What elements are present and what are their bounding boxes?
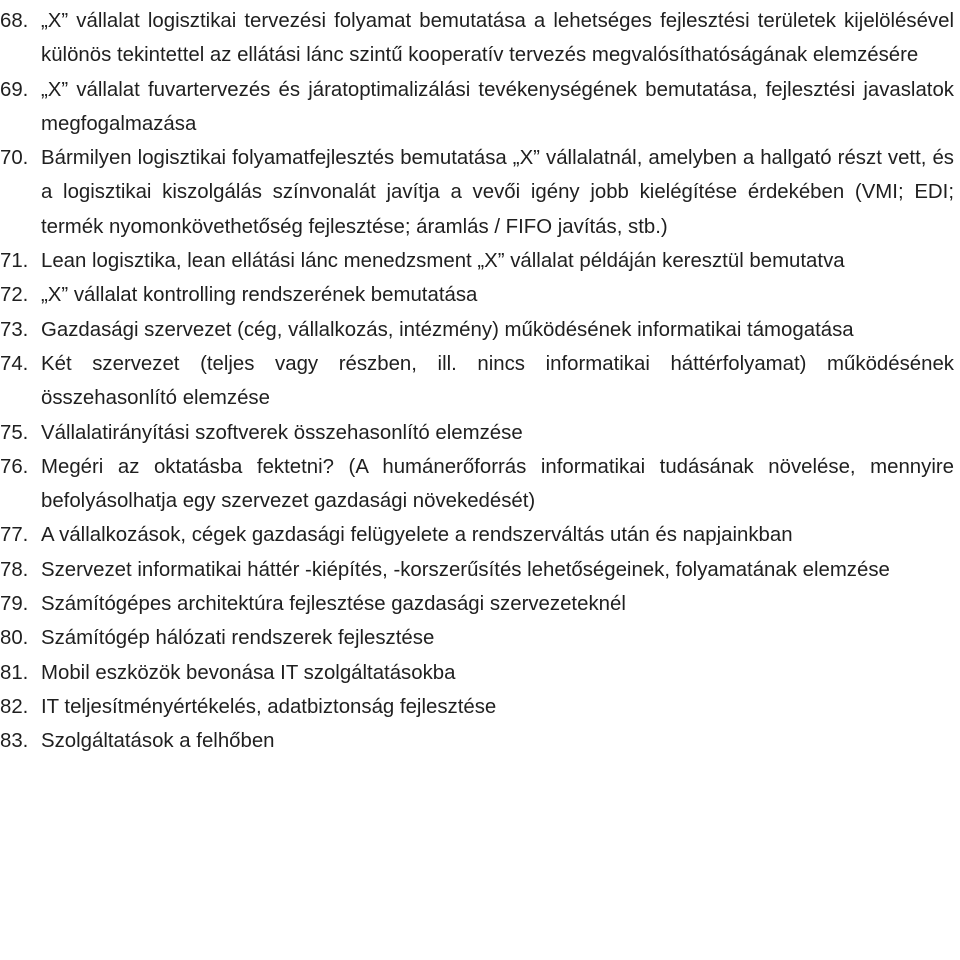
item-number: 77. xyxy=(0,524,29,547)
item-text: „X” vállalat logisztikai tervezési folyamat bemutatása a lehetséges fejlesztési területek kijelölésével különös tekintettel az ellátási lánc szintű kooperatív tervezés megvalósíthatóságának elemzésére xyxy=(41,10,954,67)
item-number: 79. xyxy=(0,593,29,616)
list-item xyxy=(0,278,954,312)
item-number: 68. xyxy=(0,10,29,32)
item-text: Bármilyen logisztikai folyamatfejlesztés bemutatása „X” vállalatnál, amelyben a hallgató részt vett, és a logisztikai kiszolgálás színvonalát javítja a vevői igény jobb kielégítése érdekében (VMI; EDI; termék nyomonkövethetőség fejlesztése; áramlás / FIFO javítás, stb.) xyxy=(41,147,954,238)
list-item xyxy=(0,313,954,347)
list-item xyxy=(0,244,954,278)
list-item xyxy=(0,553,954,587)
item-text: Számítógép hálózati rendszerek fejlesztése xyxy=(41,627,435,650)
list-item xyxy=(0,141,954,244)
list-item xyxy=(0,347,954,416)
list-item xyxy=(0,656,954,690)
item-text: „X” vállalat kontrolling rendszerének bemutatása xyxy=(41,284,478,307)
item-number: 75. xyxy=(0,421,29,444)
item-number: 82. xyxy=(0,695,29,718)
item-text: Két szervezet (teljes vagy részben, ill. nincs informatikai háttérfolyamat) működésének összehasonlító elemzése xyxy=(41,352,954,410)
item-text: Szervezet informatikai háttér -kiépítés, -korszerűsítés lehetőségeinek, folyamatának elemzése xyxy=(41,558,890,581)
topic-list xyxy=(0,4,954,759)
item-number: 70. xyxy=(0,147,29,170)
item-text: „X” vállalat fuvartervezés és járatoptimalizálási tevékenységének bemutatása, fejlesztési javaslatok megfogalmazása xyxy=(41,78,954,135)
item-number: 72. xyxy=(0,284,29,307)
list-item xyxy=(0,587,954,621)
item-number: 74. xyxy=(0,352,29,375)
item-text: A vállalkozások, cégek gazdasági felügyelete a rendszerváltás után és napjainkban xyxy=(41,524,793,547)
list-item xyxy=(0,690,954,724)
list-item xyxy=(0,4,954,73)
item-text: Mobil eszközök bevonása IT szolgáltatásokba xyxy=(41,661,456,684)
item-text: Számítógépes architektúra fejlesztése gazdasági szervezeteknél xyxy=(41,593,626,616)
item-text: Szolgáltatások a felhőben xyxy=(41,730,275,753)
item-number: 73. xyxy=(0,318,29,341)
item-number: 71. xyxy=(0,250,29,273)
item-text: Lean logisztika, lean ellátási lánc menedzsment „X” vállalat példáján keresztül bemutatva xyxy=(41,250,845,273)
item-number: 69. xyxy=(0,78,29,101)
item-text: Vállalatirányítási szoftverek összehasonlító elemzése xyxy=(41,421,523,444)
item-number: 83. xyxy=(0,730,29,753)
list-item xyxy=(0,416,954,450)
list-item xyxy=(0,518,954,552)
item-number: 76. xyxy=(0,455,29,478)
list-item xyxy=(0,621,954,655)
item-text: IT teljesítményértékelés, adatbiztonság fejlesztése xyxy=(41,695,497,718)
item-text: Gazdasági szervezet (cég, vállalkozás, intézmény) működésének informatikai támogatása xyxy=(41,318,854,341)
item-text: Megéri az oktatásba fektetni? (A humánerőforrás informatikai tudásának növelése, mennyire befolyásolhatja egy szervezet gazdasági növekedését) xyxy=(41,455,954,513)
list-item xyxy=(0,724,954,758)
item-number: 81. xyxy=(0,661,29,684)
list-item xyxy=(0,450,954,519)
list-item xyxy=(0,73,954,142)
item-number: 78. xyxy=(0,558,29,581)
item-number: 80. xyxy=(0,627,29,650)
